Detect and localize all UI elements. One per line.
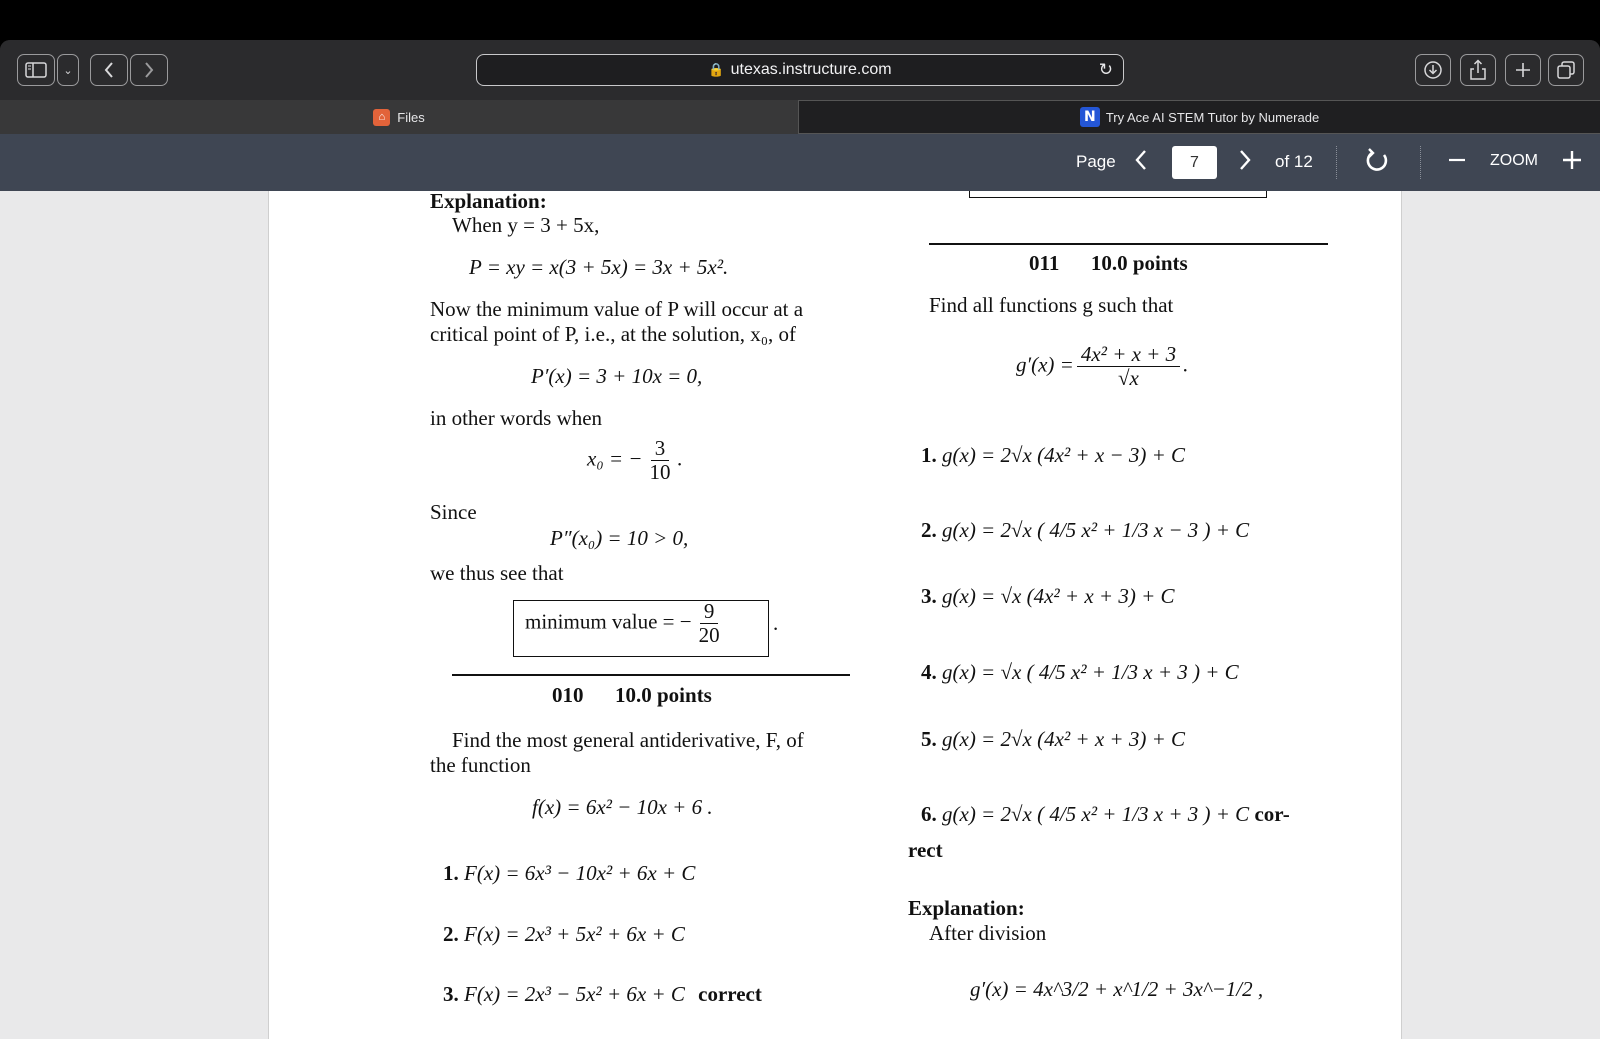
question-011-text: Find all functions g such that bbox=[929, 293, 1174, 317]
option-number: 5. bbox=[921, 727, 937, 751]
g-prime-equation: g′(x) = $\frac{\text{4x² + x + 3}}{√x}$ . bbox=[1016, 342, 1189, 391]
period: . bbox=[773, 611, 779, 635]
toolbar-divider bbox=[1336, 146, 1337, 179]
canvas-files-icon: ⌂ bbox=[373, 109, 390, 126]
option-text: g(x) = 2√x ( 4/5 x² + 1/3 x − 3 ) + C bbox=[942, 518, 1250, 542]
rotate-icon[interactable] bbox=[1364, 148, 1390, 180]
x0-equation: x₀ = − $\frac{3}{10}$ . bbox=[587, 436, 683, 485]
fraction-numerator: 4x² + x + 3 bbox=[1077, 343, 1180, 367]
fraction-denominator: √x bbox=[1118, 366, 1139, 391]
answer-option bbox=[921, 802, 1290, 827]
option-text: F(x) = 2x³ − 5x² + 6x + C bbox=[464, 982, 685, 1006]
share-icon[interactable] bbox=[1460, 54, 1496, 86]
answer-option bbox=[921, 660, 1239, 685]
downloads-icon[interactable] bbox=[1415, 54, 1451, 86]
browser-window bbox=[0, 40, 1600, 1039]
after-division-line: After division bbox=[929, 921, 1047, 945]
answer-option bbox=[921, 518, 1249, 543]
page-label: Page bbox=[1076, 152, 1116, 171]
option-number: 2. bbox=[443, 922, 459, 946]
tab-bar bbox=[0, 100, 1600, 134]
zoom-in-icon[interactable] bbox=[1562, 148, 1582, 178]
minimum-value-expression bbox=[525, 600, 727, 647]
in-other-words-line: in other words when bbox=[430, 406, 603, 430]
answer-option bbox=[443, 922, 685, 947]
previous-box-bottom bbox=[969, 191, 1267, 198]
when-line: When y = 3 + 5x, bbox=[452, 213, 600, 237]
explanation-heading: Explanation: bbox=[430, 191, 547, 213]
sidebar-toggle-icon[interactable] bbox=[17, 54, 55, 86]
zoom-label: ZOOM bbox=[1490, 152, 1538, 169]
option-text: F(x) = 2x³ + 5x² + 6x + C bbox=[464, 922, 685, 946]
correct-tag: correct bbox=[698, 982, 762, 1006]
question-010-header: 010 10.0 points bbox=[552, 683, 712, 707]
we-thus-line: we thus see that bbox=[430, 561, 564, 585]
option-number: 3. bbox=[443, 982, 459, 1006]
paragraph-line: critical point of P, i.e., at the solution, x₀, of bbox=[430, 322, 797, 346]
paragraph-line: Now the minimum value of P will occur at a bbox=[430, 297, 804, 321]
x0-equation-lhs: x₀ = − bbox=[587, 446, 643, 471]
f-equation: f(x) = 6x² − 10x + 6 . bbox=[532, 795, 713, 819]
page-number-input[interactable]: 7 bbox=[1172, 146, 1217, 179]
option-number: 4. bbox=[921, 660, 937, 684]
next-page-icon[interactable] bbox=[1238, 148, 1252, 178]
option-number: 2. bbox=[921, 518, 937, 542]
option-number: 1. bbox=[443, 861, 459, 885]
pdf-toolbar bbox=[0, 134, 1600, 191]
since-line: Since bbox=[430, 500, 477, 524]
x0-fraction bbox=[645, 437, 674, 484]
fraction-numerator: 3 bbox=[651, 437, 670, 461]
toolbar-divider bbox=[1420, 146, 1421, 179]
g-prime-expanded: g′(x) = 4x^3/2 + x^1/2 + 3x^−1/2 , bbox=[970, 977, 1264, 1001]
question-divider bbox=[452, 674, 850, 676]
previous-page-icon[interactable] bbox=[1134, 148, 1148, 178]
back-button[interactable] bbox=[90, 54, 128, 86]
question-divider bbox=[929, 243, 1328, 245]
fraction-denominator: 20 bbox=[698, 623, 720, 648]
tab-groups-chevron-icon[interactable]: ⌄ bbox=[57, 54, 79, 86]
g-prime-fraction bbox=[1077, 343, 1180, 390]
browser-toolbar bbox=[0, 40, 1600, 100]
answer-option bbox=[443, 982, 762, 1007]
tab-files[interactable] bbox=[0, 100, 798, 134]
fraction-denominator: 10 bbox=[649, 460, 671, 485]
tab-overview-icon[interactable] bbox=[1548, 54, 1584, 86]
g-prime-lhs: g′(x) = bbox=[1016, 352, 1074, 377]
pdf-viewer[interactable] bbox=[0, 191, 1600, 1039]
answer-option bbox=[921, 727, 1185, 752]
option-text: g(x) = 2√x (4x² + x + 3) + C bbox=[942, 727, 1186, 751]
pdf-page bbox=[268, 191, 1402, 1039]
address-bar[interactable] bbox=[476, 54, 1124, 86]
correct-tag-wrap: rect bbox=[908, 838, 943, 862]
answer-option bbox=[443, 861, 695, 886]
answer-option bbox=[921, 443, 1185, 468]
p-prime-equation: P′(x) = 3 + 10x = 0, bbox=[531, 364, 703, 388]
option-number: 1. bbox=[921, 443, 937, 467]
address-bar-url: utexas.instructure.com bbox=[730, 61, 892, 78]
new-tab-icon[interactable] bbox=[1505, 54, 1541, 86]
tab-files-label: Files bbox=[397, 109, 425, 125]
option-number: 3. bbox=[921, 584, 937, 608]
tab-numerade[interactable] bbox=[798, 100, 1600, 134]
correct-tag: cor- bbox=[1254, 802, 1290, 826]
tab-numerade-label: Try Ace AI STEM Tutor by Numerade bbox=[1105, 109, 1320, 125]
option-number: 6. bbox=[921, 802, 937, 826]
numerade-icon: N bbox=[1080, 107, 1100, 127]
fraction-numerator: 9 bbox=[700, 600, 719, 624]
question-010-text: Find the most general antiderivative, F, of bbox=[452, 728, 804, 752]
screen-top-bar bbox=[0, 0, 1600, 40]
forward-button[interactable] bbox=[130, 54, 168, 86]
option-text: g(x) = √x ( 4/5 x² + 1/3 x + 3 ) + C bbox=[942, 660, 1239, 684]
reload-icon[interactable]: ↻ bbox=[1098, 60, 1113, 80]
explanation-heading: Explanation: bbox=[908, 896, 1025, 920]
question-011-header: 011 10.0 points bbox=[1029, 251, 1188, 275]
p-double-prime-equation: P″(x₀) = 10 > 0, bbox=[550, 526, 689, 550]
page-count: of 12 bbox=[1275, 152, 1313, 171]
answer-option bbox=[921, 584, 1175, 609]
p-equation: P = xy = x(3 + 5x) = 3x + 5x². bbox=[469, 255, 729, 279]
option-text: g(x) = 2√x (4x² + x − 3) + C bbox=[942, 443, 1186, 467]
minimum-value-fraction bbox=[695, 600, 724, 647]
option-text: g(x) = √x (4x² + x + 3) + C bbox=[942, 584, 1175, 608]
zoom-out-icon[interactable] bbox=[1448, 148, 1466, 178]
option-text: g(x) = 2√x ( 4/5 x² + 1/3 x + 3 ) + C bbox=[942, 802, 1250, 826]
lock-icon: 🔒 bbox=[708, 62, 725, 78]
question-010-text: the function bbox=[430, 753, 531, 777]
option-text: F(x) = 6x³ − 10x² + 6x + C bbox=[464, 861, 696, 885]
minimum-value-label: minimum value = − bbox=[525, 609, 692, 634]
